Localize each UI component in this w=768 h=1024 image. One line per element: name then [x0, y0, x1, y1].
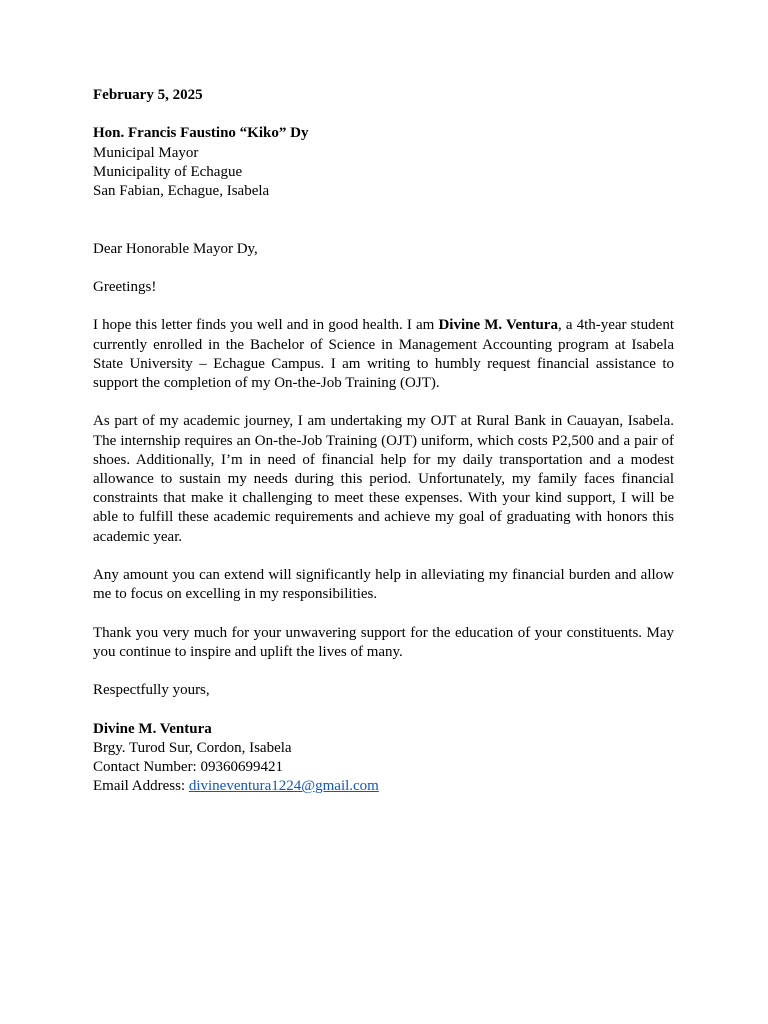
recipient-name: Hon. Francis Faustino “Kiko” Dy — [93, 125, 309, 142]
closing: Respectfully yours, — [93, 682, 210, 699]
sender-contact — [93, 758, 674, 777]
p1-sender-name: Divine M. Ventura — [438, 317, 558, 334]
greeting: Greetings! — [93, 278, 157, 295]
spacer — [93, 201, 674, 239]
recipient-office: Municipality of Echague — [93, 163, 243, 180]
spacer — [93, 297, 674, 316]
salutation: Dear Honorable Mayor Dy, — [93, 240, 258, 257]
sender-address: Brgy. Turod Sur, Cordon, Isabela — [93, 739, 292, 756]
spacer — [93, 105, 674, 124]
letter-page — [93, 86, 674, 796]
recipient-title: Municipal Mayor — [93, 144, 199, 161]
body-paragraph-4: Thank you very much for your unwavering support for the education of your constituents. May you continue to inspire and uplift the lives of many. — [93, 624, 674, 660]
spacer — [93, 700, 674, 719]
spacer — [93, 662, 674, 681]
spacer — [93, 547, 674, 566]
sender-name: Divine M. Ventura — [93, 720, 212, 737]
p1-text-after: , a 4th-year student currently enrolled in the Bachelor of Science in Management Accounting program at Isabela State University – Echague Campus. I am writing to humbly request financial assistance to support the completion of my On-the-Job Training (OJT). — [93, 317, 674, 391]
email-link[interactable]: divineventura1224@gmail.com — [188, 778, 379, 795]
sender-email — [93, 777, 674, 796]
contact-label: Contact Number: — [93, 758, 201, 775]
spacer — [93, 259, 674, 278]
email-label: Email Address: — [93, 778, 189, 795]
spacer — [93, 604, 674, 623]
signature-block — [93, 720, 674, 797]
spacer — [93, 393, 674, 412]
contact-number: 09360699421 — [200, 758, 283, 775]
letter-date: February 5, 2025 — [93, 87, 203, 103]
body-paragraph-3: Any amount you can extend will significantly help in alleviating my financial burden and allow me to focus on excelling in my responsibilities. — [93, 566, 674, 603]
body-paragraph-1 — [93, 316, 674, 393]
body-paragraph-2: As part of my academic journey, I am undertaking my OJT at Rural Bank in Cauayan, Isabela. The internship requires an On-the-Job Training (OJT) uniform, which costs P2,500 and a pair of shoes. Additionally, I’m in need of financial help for my daily transportation and a modest allowance to sustain my needs during this period. Unfortunately, my family faces financial constraints that make it challenging to meet these expenses. With your kind support, I will be able to fulfill these academic requirements and achieve my goal of graduating with honors this academic year. — [93, 413, 674, 545]
p1-text-before: I hope this letter finds you well and in good health. I am — [93, 317, 439, 334]
recipient-address: San Fabian, Echague, Isabela — [93, 183, 270, 199]
recipient-block — [93, 124, 674, 201]
